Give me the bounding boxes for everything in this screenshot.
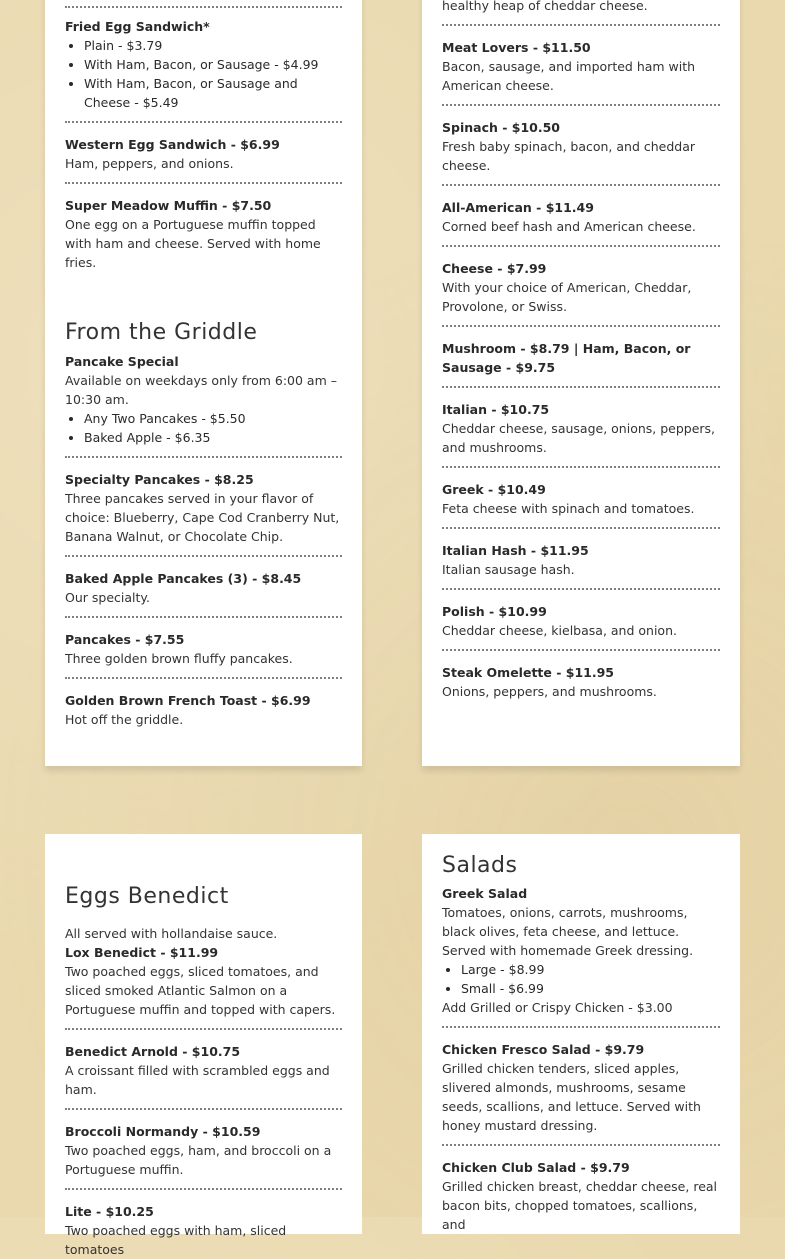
item-description: Cheddar cheese, sausage, onions, peppers, and mushrooms. — [442, 421, 716, 455]
menu-item — [65, 135, 342, 173]
item-description: Grilled chicken tenders, sliced apples, slivered almonds, mushrooms, sesame seeds, scallions, and lettuce. Served with honey mustard dressing. — [442, 1061, 701, 1133]
item-description: Bacon, sausage, and imported ham with American cheese. — [442, 59, 696, 93]
item-description: Fresh baby spinach, bacon, and cheddar cheese. — [442, 139, 696, 173]
menu-item — [442, 339, 720, 377]
item-title: Lox Benedict - $11.99 — [65, 945, 219, 960]
menu-item — [442, 480, 720, 518]
item-title: Meat Lovers - $11.50 — [442, 40, 591, 55]
item-description: Feta cheese with spinach and tomatoes. — [442, 501, 695, 516]
item-description: With your choice of American, Cheddar, Provolone, or Swiss. — [442, 280, 692, 314]
item-title: Super Meadow Muffin - $7.50 — [65, 198, 272, 213]
item-title: Benedict Arnold - $10.75 — [65, 1044, 241, 1059]
item-description: Italian sausage hash. — [442, 562, 575, 577]
breakfast-sandwich-card — [45, 0, 362, 766]
price-list — [65, 409, 342, 447]
dotted-divider — [442, 104, 720, 106]
item-title: Baked Apple Pancakes (3) - $8.45 — [65, 571, 302, 586]
item-title: Lite - $10.25 — [65, 1204, 154, 1219]
menu-item — [442, 1158, 720, 1234]
salads-card — [422, 834, 740, 1234]
section-title-benedict: Eggs Benedict — [65, 884, 229, 909]
item-title: Mushroom - $8.79 | Ham, Bacon, or Sausage - $9.75 — [442, 341, 691, 375]
menu-item — [442, 884, 720, 1017]
dotted-divider — [65, 1028, 342, 1030]
section-title-griddle: From the Griddle — [65, 320, 258, 345]
dotted-divider — [442, 1144, 720, 1146]
menu-item — [65, 470, 342, 546]
eggs-benedict-card — [45, 834, 362, 1257]
item-title: Cheese - $7.99 — [442, 261, 547, 276]
item-description: Our specialty. — [65, 590, 150, 605]
price-option: • Any Two Pancakes - $5.50 — [84, 409, 342, 428]
item-title: Fried Egg Sandwich* — [65, 19, 210, 34]
dotted-divider — [442, 588, 720, 590]
menu-item — [65, 1202, 342, 1259]
item-description: Ham, peppers, and onions. — [65, 156, 234, 171]
menu-item — [442, 0, 720, 15]
item-title: Specialty Pancakes - $8.25 — [65, 472, 254, 487]
item-title: Greek - $10.49 — [442, 482, 546, 497]
dotted-divider — [442, 649, 720, 651]
item-description: Two poached eggs, sliced tomatoes, and sliced smoked Atlantic Salmon on a Portuguese muffin and topped with capers. — [65, 964, 336, 1017]
item-title: Chicken Club Salad - $9.79 — [442, 1160, 630, 1175]
item-description: Corned beef hash and American cheese. — [442, 219, 696, 234]
item-description: Onions, peppers, and mushrooms. — [442, 684, 657, 699]
dotted-divider — [442, 245, 720, 247]
item-title: Greek Salad — [442, 886, 528, 901]
item-title: Pancakes - $7.55 — [65, 632, 185, 647]
item-description: Hot off the griddle. — [65, 712, 184, 727]
section-intro — [65, 924, 342, 943]
price-option: • With Ham, Bacon, or Sausage and Cheese - $5.49 — [84, 74, 342, 112]
item-description: healthy heap of cheddar cheese. — [442, 0, 648, 13]
item-title: Broccoli Normandy - $10.59 — [65, 1124, 261, 1139]
item-description: Tomatoes, onions, carrots, mushrooms, black olives, feta cheese, and lettuce. Served with homemade Greek dressing. — [442, 905, 694, 958]
item-description: Two poached eggs, ham, and broccoli on a Portuguese muffin. — [65, 1143, 332, 1177]
price-list — [442, 960, 720, 998]
menu-item — [442, 198, 720, 236]
dotted-divider — [65, 456, 342, 458]
price-option: • With Ham, Bacon, or Sausage - $4.99 — [84, 55, 342, 74]
item-title: All-American - $11.49 — [442, 200, 594, 215]
price-option: • Large - $8.99 — [461, 960, 720, 979]
price-option: • Small - $6.99 — [461, 979, 720, 998]
item-description: All served with hollandaise sauce. — [65, 926, 278, 941]
dotted-divider — [65, 677, 342, 679]
menu-item — [65, 352, 342, 447]
dotted-divider — [442, 386, 720, 388]
item-description: Cheddar cheese, kielbasa, and onion. — [442, 623, 677, 638]
dotted-divider — [442, 1026, 720, 1028]
item-description: Three pancakes served in your flavor of choice: Blueberry, Cape Cod Cranberry Nut, Banana Walnut, or Chocolate Chip. — [65, 491, 340, 544]
menu-item — [65, 943, 342, 1019]
item-title: Spinach - $10.50 — [442, 120, 561, 135]
omelettes-card — [422, 0, 740, 766]
item-description: Three golden brown fluffy pancakes. — [65, 651, 293, 666]
menu-item — [65, 196, 342, 272]
price-option: • Baked Apple - $6.35 — [84, 428, 342, 447]
dotted-divider — [65, 1108, 342, 1110]
menu-item — [442, 1040, 720, 1135]
menu-item — [442, 400, 720, 457]
menu-item — [442, 541, 720, 579]
dotted-divider — [442, 466, 720, 468]
menu-item — [442, 602, 720, 640]
menu-item — [65, 630, 342, 668]
dotted-divider — [442, 24, 720, 26]
item-title: Western Egg Sandwich - $6.99 — [65, 137, 280, 152]
menu-item — [65, 691, 342, 729]
dotted-divider — [65, 1188, 342, 1190]
dotted-divider — [442, 184, 720, 186]
section-title-salads: Salads — [442, 853, 518, 878]
item-title: Golden Brown French Toast - $6.99 — [65, 693, 311, 708]
item-title: Steak Omelette - $11.95 — [442, 665, 615, 680]
dotted-divider — [65, 555, 342, 557]
dotted-divider — [442, 527, 720, 529]
menu-item — [442, 118, 720, 175]
item-title: Italian - $10.75 — [442, 402, 550, 417]
item-description: Two poached eggs with ham, sliced tomatoes — [65, 1223, 287, 1257]
price-option: • Plain - $3.79 — [84, 36, 342, 55]
item-addon: Add Grilled or Crispy Chicken - $3.00 — [442, 1000, 673, 1015]
item-title: Pancake Special — [65, 354, 179, 369]
item-description: Available on weekdays only from 6:00 am – 10:30 am. — [65, 373, 337, 407]
price-list — [65, 36, 342, 112]
dotted-divider — [65, 182, 342, 184]
dotted-divider — [442, 325, 720, 327]
item-title: Italian Hash - $11.95 — [442, 543, 589, 558]
item-description: A croissant filled with scrambled eggs and ham. — [65, 1063, 330, 1097]
menu-item — [442, 259, 720, 316]
dotted-divider — [65, 6, 342, 8]
menu-item — [65, 17, 342, 112]
item-description: One egg on a Portuguese muffin topped with ham and cheese. Served with home fries. — [65, 217, 321, 270]
menu-item — [65, 1122, 342, 1179]
menu-item — [65, 569, 342, 607]
menu-item — [442, 38, 720, 95]
item-description: Grilled chicken breast, cheddar cheese, real bacon bits, chopped tomatoes, scallions, and — [442, 1179, 718, 1232]
dotted-divider — [65, 121, 342, 123]
menu-item — [442, 663, 720, 701]
item-title: Polish - $10.99 — [442, 604, 547, 619]
dotted-divider — [65, 616, 342, 618]
item-title: Chicken Fresco Salad - $9.79 — [442, 1042, 645, 1057]
menu-item — [65, 1042, 342, 1099]
